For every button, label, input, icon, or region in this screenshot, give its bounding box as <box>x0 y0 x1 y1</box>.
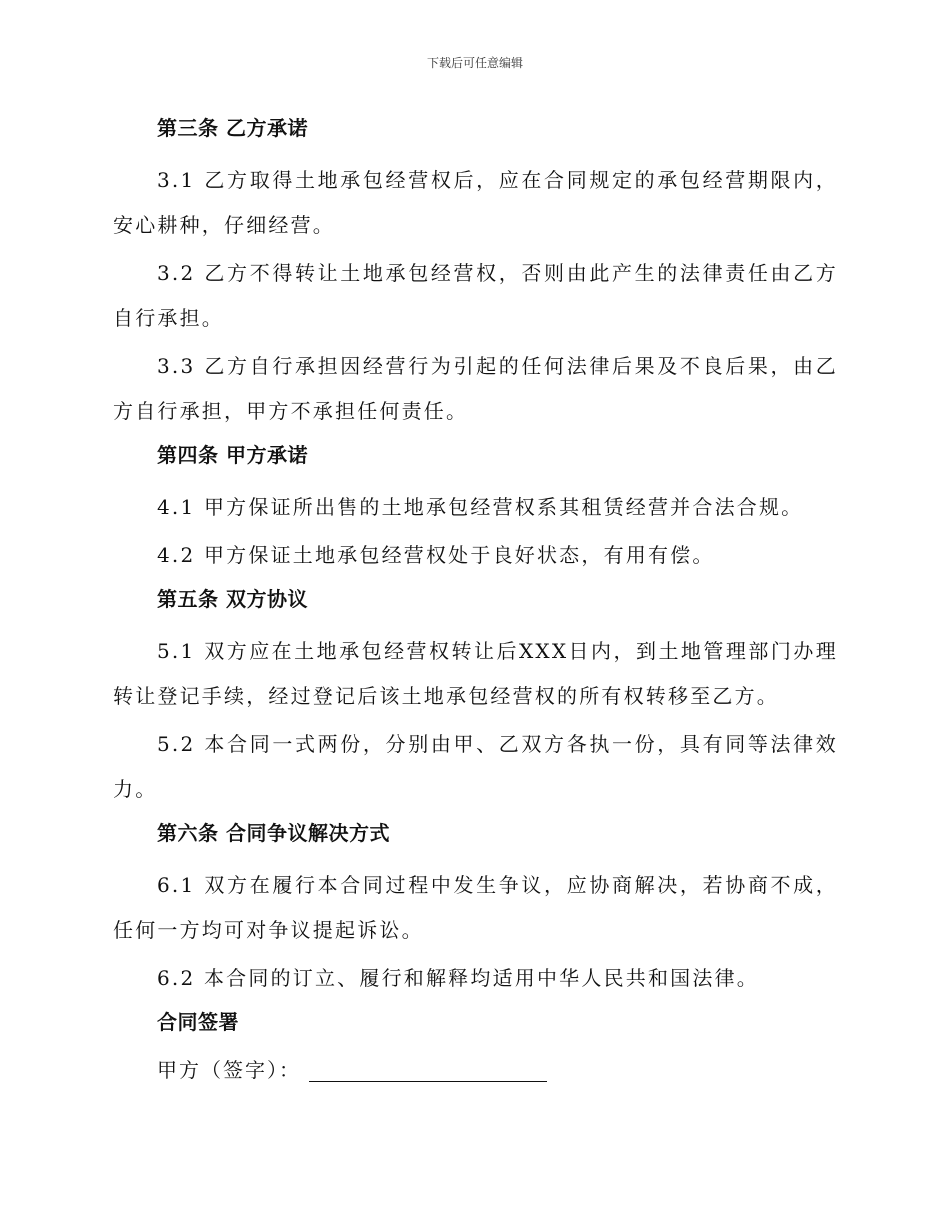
page-header-note: 下载后可任意编辑 <box>426 56 523 70</box>
clause-4-1: 4.1 甲方保证所出售的土地承包经营权系其租赁经营并合法合规。 <box>157 495 804 519</box>
party-a-signature-label: 甲方（签字）： <box>157 1058 301 1082</box>
article-3-heading: 第三条 乙方承诺 <box>157 116 308 140</box>
clause-4-2: 4.2 甲方保证土地承包经营权处于良好状态，有用有偿。 <box>157 543 715 567</box>
party-a-signature-blank[interactable] <box>309 1059 547 1082</box>
clause-6-2: 6.2 本合同的订立、履行和解释均适用中华人民共和国法律。 <box>157 966 759 990</box>
article-5-heading: 第五条 双方协议 <box>157 587 308 611</box>
clause-3-1: 3.1 乙方取得土地承包经营权后，应在合同规定的承包经营期限内，安心耕种，仔细经营。 <box>113 168 838 237</box>
clause-3-2: 3.2 乙方不得转让土地承包经营权，否则由此产生的法律责任由乙方自行承担。 <box>113 261 838 330</box>
clause-3-3: 3.3 乙方自行承担因经营行为引起的任何法律后果及不良后果，由乙方自行承担，甲方不承担任何责任。 <box>113 354 838 423</box>
clause-5-2: 5.2 本合同一式两份，分别由甲、乙双方各执一份，具有同等法律效力。 <box>113 732 838 801</box>
article-4-heading: 第四条 甲方承诺 <box>157 443 308 467</box>
clause-6-1: 6.1 双方在履行本合同过程中发生争议，应协商解决，若协商不成，任何一方均可对争议提起诉讼。 <box>113 873 838 942</box>
party-a-signature-row <box>113 1052 838 1088</box>
clause-5-1: 5.1 双方应在土地承包经营权转让后XXX日内，到土地管理部门办理转让登记手续，经过登记后该土地承包经营权的所有权转移至乙方。 <box>113 639 838 708</box>
signing-heading: 合同签署 <box>157 1010 239 1034</box>
contract-body <box>113 110 838 1088</box>
article-6-heading: 第六条 合同争议解决方式 <box>157 821 390 845</box>
